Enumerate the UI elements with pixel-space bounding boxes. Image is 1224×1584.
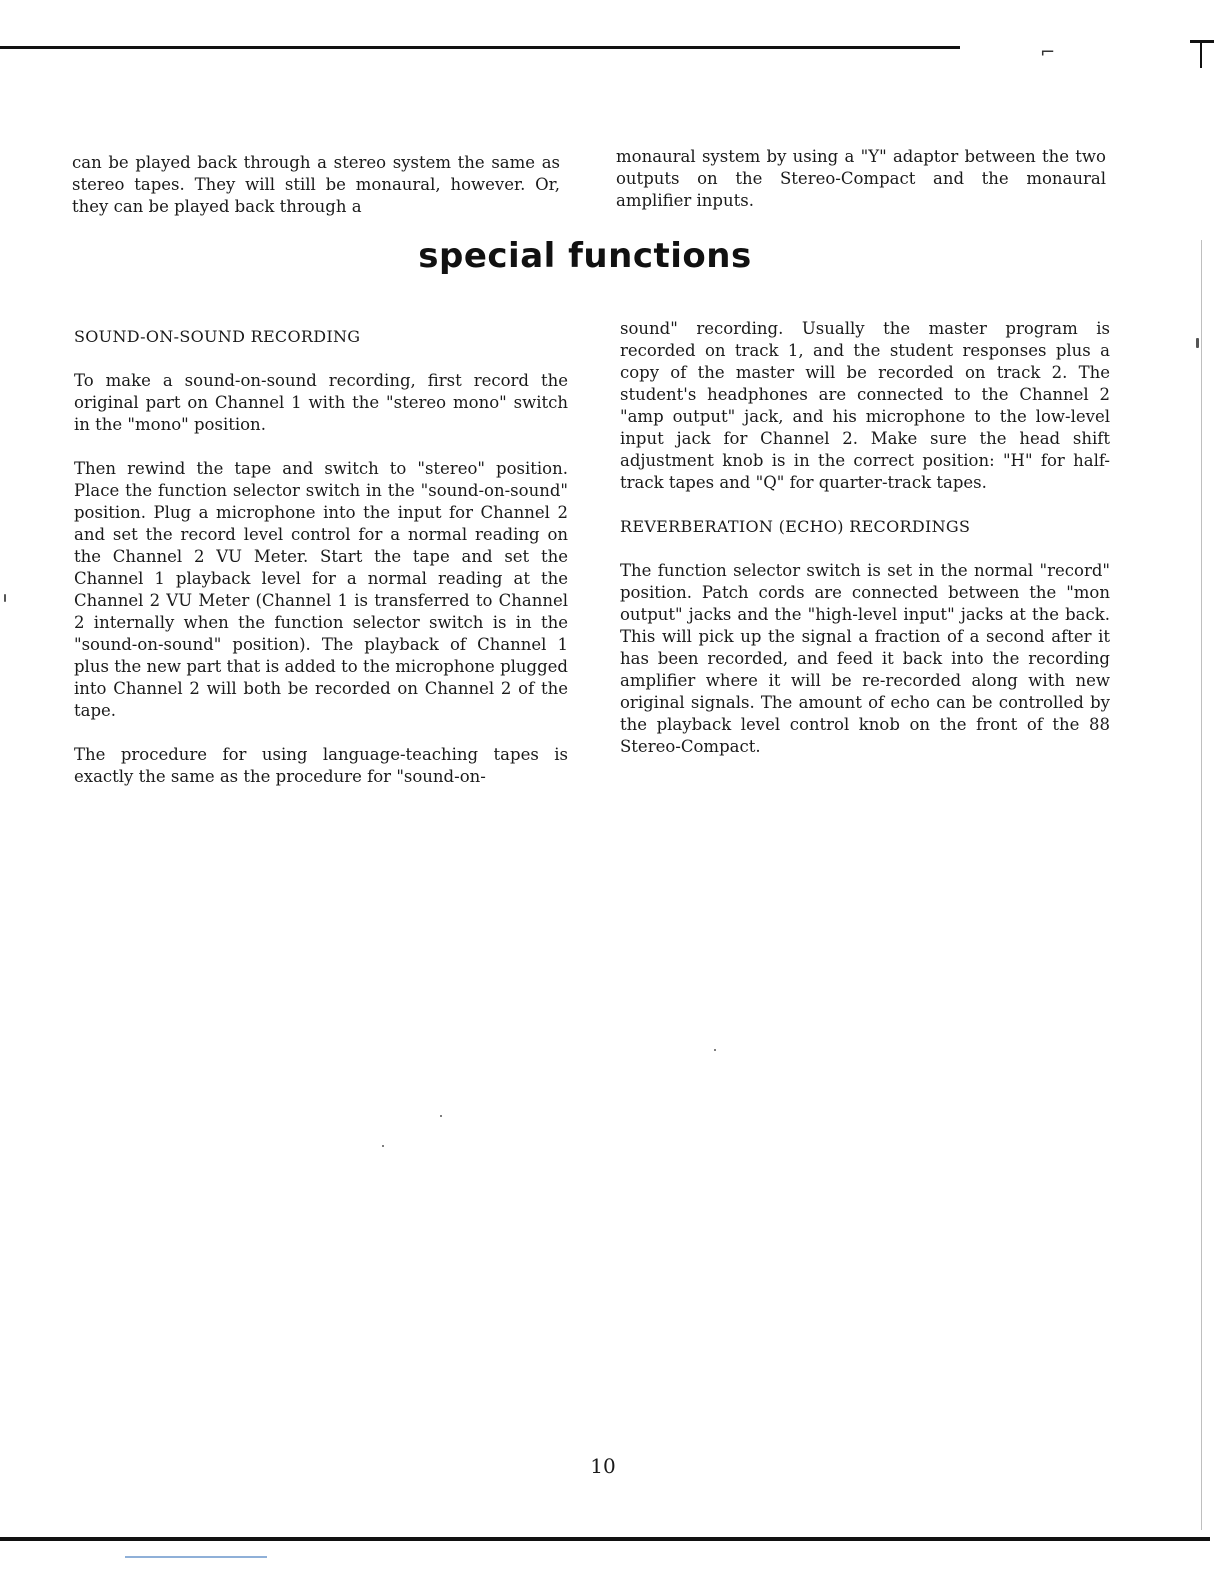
sound-on-sound-paragraph-1: To make a sound-on-sound recording, first record the original part on Channel 1 with the "stereo mono" switch in the "mono" position. — [74, 371, 568, 434]
sound-on-sound-heading: SOUND-ON-SOUND RECORDING — [74, 327, 361, 346]
scan-right-edge-line — [1201, 240, 1202, 1530]
bottom-border-rule — [0, 1537, 1210, 1541]
reverberation-heading: REVERBERATION (ECHO) RECORDINGS — [620, 517, 971, 536]
sound-on-sound-paragraph-2: Then rewind the tape and switch to "stereo" position. Place the function selector switch in the "sound-on-sound" position. Plug a microphone into the input for Channel 2 and set the record level control for a normal reading on the Channel 2 VU Meter. Start the tape and set the Channel 1 playback level for a normal reading at the Channel 2 VU Meter (Channel 1 is transferred to Channel 2 internally when the function selector switch is in the "sound-on-sound" position). The playback of Channel 1 plus the new part that is added to the microphone plugged into Channel 2 will both be recorded on Channel 2 of the tape. — [74, 459, 568, 720]
scan-speck — [4, 594, 6, 602]
left-column — [74, 326, 568, 810]
continued-paragraph-left: can be played back through a stereo system the same as stereo tapes. They will still be monaural, however. Or, they can be played back through a — [72, 153, 560, 216]
continued-paragraph-right: monaural system by using a "Y" adaptor between the two outputs on the Stereo-Compact and the monaural amplifier inputs. — [616, 147, 1106, 210]
scan-corner-mark: ⌐ — [1040, 42, 1056, 63]
section-title: special functions — [418, 236, 752, 276]
language-teaching-continued: sound" recording. Usually the master program is recorded on track 1, and the student responses plus a copy of the master will be recorded on track 2. The student's headphones are connected to the Channel 2 "amp output" jack, and his microphone to the low-level input jack for Channel 2. Make sure the head shift adjustment knob is in the correct position: "H" for half-track tapes and "Q" for quarter-track tapes. — [620, 319, 1110, 492]
bottom-blue-mark — [125, 1556, 267, 1558]
language-teaching-paragraph: The procedure for using language-teaching tapes is exactly the same as the procedure for "sound-on- — [74, 745, 568, 786]
right-column — [620, 318, 1110, 780]
reverberation-paragraph: The function selector switch is set in the normal "record" position. Patch cords are connected between the "mon output" jacks and the "high-level input" jacks at the back. This will pick up the signal a fraction of a second after it has been recorded, and feed it back into the recording amplifier where it will be re-recorded along with new original signals. The amount of echo can be controlled by the playback level control knob on the front of the 88 Stereo-Compact. — [620, 561, 1110, 756]
scan-speck — [382, 1145, 384, 1147]
top-border-fade — [760, 46, 960, 48]
continued-text-right — [616, 146, 1106, 212]
continued-text-left — [72, 152, 560, 218]
scan-speck — [440, 1115, 442, 1117]
scan-edge-stub — [1200, 40, 1202, 68]
scan-edge-mark — [1190, 40, 1214, 43]
page-number: 10 — [590, 1454, 616, 1478]
scan-speck — [1196, 338, 1199, 348]
scan-speck — [714, 1049, 716, 1051]
